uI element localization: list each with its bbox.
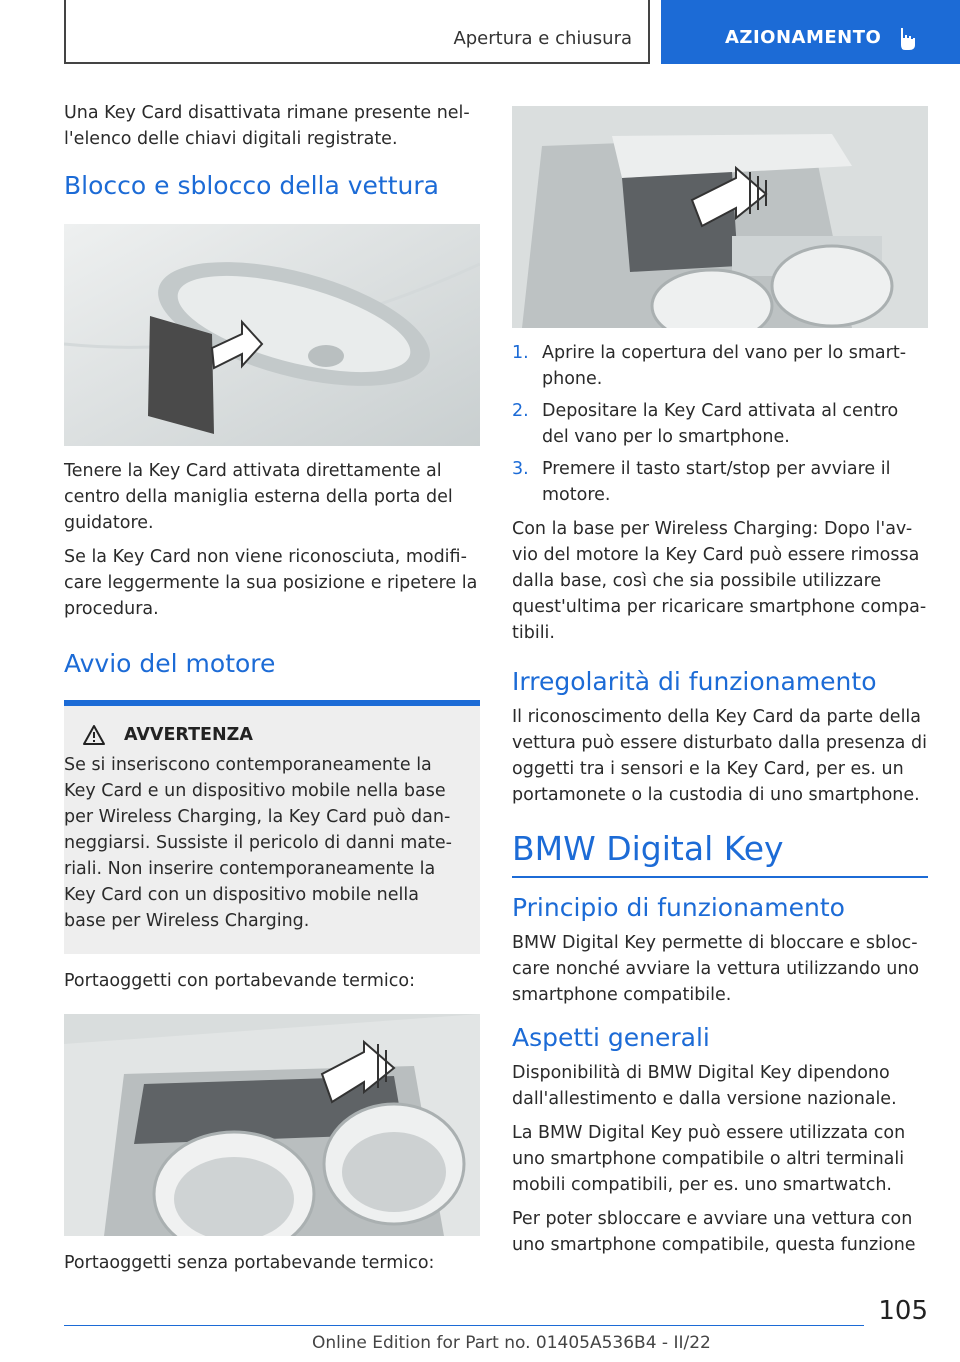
console-nothermo-photo [512, 106, 928, 328]
section-rule [512, 876, 928, 878]
general-paragraph-2: La BMW Digital Key può essere utilizzata con uno smartphone compatibile o altri terminali mobili compatibili, per es. uno smartwatch. [512, 1123, 906, 1195]
heading-engine-start: Avvio del motore [64, 649, 276, 678]
warning-triangle-icon [82, 724, 106, 746]
footer-rule [64, 1325, 864, 1326]
general-paragraph-3: Per poter sbloccare e avviare una vettura con uno smartphone compatibile, questa funzione [512, 1209, 916, 1255]
principle-paragraph: BMW Digital Key permette di bloccare e sbloc-care nonché avviare la vettura utilizzando uno smartphone compatibile. [512, 933, 920, 1005]
page-number: 105 [878, 1296, 928, 1326]
lock-paragraph-1: Tenere la Key Card attivata direttamente al centro della maniglia esterna della porta del guidatore. [64, 461, 453, 533]
console-thermo-photo [64, 1014, 480, 1236]
heading-bmw-digital-key: BMW Digital Key [512, 829, 784, 868]
warning-box [64, 700, 480, 954]
thermo-caption: Portaoggetti con portabevande termico: [64, 971, 415, 991]
heading-malfunction: Irregolarità di funzionamento [512, 667, 877, 696]
heading-general: Aspetti generali [512, 1023, 710, 1052]
header-chapter-box [661, 0, 960, 64]
step-item: 2. Depositare la Key Card attivata al centro del vano per lo smartphone. [512, 401, 899, 447]
intro-paragraph: Una Key Card disattivata rimane presente nel-l'elenco delle chiavi digitali registrate. [64, 103, 470, 149]
general-paragraph-1: Disponibilità di BMW Digital Key dipendono dall'allestimento e dalla versione nazionale. [512, 1063, 897, 1109]
step-item: 3. Premere il tasto start/stop per avviare il motore. [512, 459, 891, 505]
step-item: 1. Aprire la copertura del vano per lo smart-phone. [512, 343, 907, 389]
door-handle-photo [64, 224, 480, 446]
header-section-title: Apertura e chiusura [453, 28, 632, 49]
warning-title: AVVERTENZA [124, 725, 253, 745]
left-column [64, 100, 480, 1284]
procedure-steps [512, 340, 928, 508]
header-section-box [64, 0, 650, 64]
wireless-paragraph: Con la base per Wireless Charging: Dopo l'av-vio del motore la Key Card può essere rimossa dalla base, così che sia possibile utilizzare quest'ultima per ricaricare smartphone compa-tibili. [512, 519, 927, 643]
malfunction-paragraph: Il riconoscimento della Key Card da parte della vettura può essere disturbato dalla presenza di oggetti tra i sensori e la Key Card, per es. un portamonete o la custodia di uno smartphone. [512, 707, 927, 805]
nothermo-caption: Portaoggetti senza portabevande termico: [64, 1253, 435, 1273]
heading-principle: Principio di funzionamento [512, 893, 845, 922]
header-chapter-title: AZIONAMENTO [725, 27, 882, 48]
lock-paragraph-2: Se la Key Card non viene riconosciuta, modifi-care leggermente la sua posizione e ripetere la procedura. [64, 547, 478, 619]
heading-lock-unlock: Blocco e sblocco della vettura [64, 171, 439, 200]
warning-text: Se si inseriscono contemporaneamente la Key Card e un dispositivo mobile nella base per Wireless Charging, la Key Card può dan-neggiarsi. Sussiste il pericolo di danni mate-riali. Non inserire contemporaneamente la Key Card con un dispositivo mobile nella base per Wireless Charging. [64, 755, 452, 931]
pointing-hand-icon [893, 24, 921, 52]
right-column [512, 100, 928, 1266]
warning-header [82, 724, 464, 746]
footer-edition: Online Edition for Part no. 01405A536B4 - II/22 [312, 1333, 711, 1353]
